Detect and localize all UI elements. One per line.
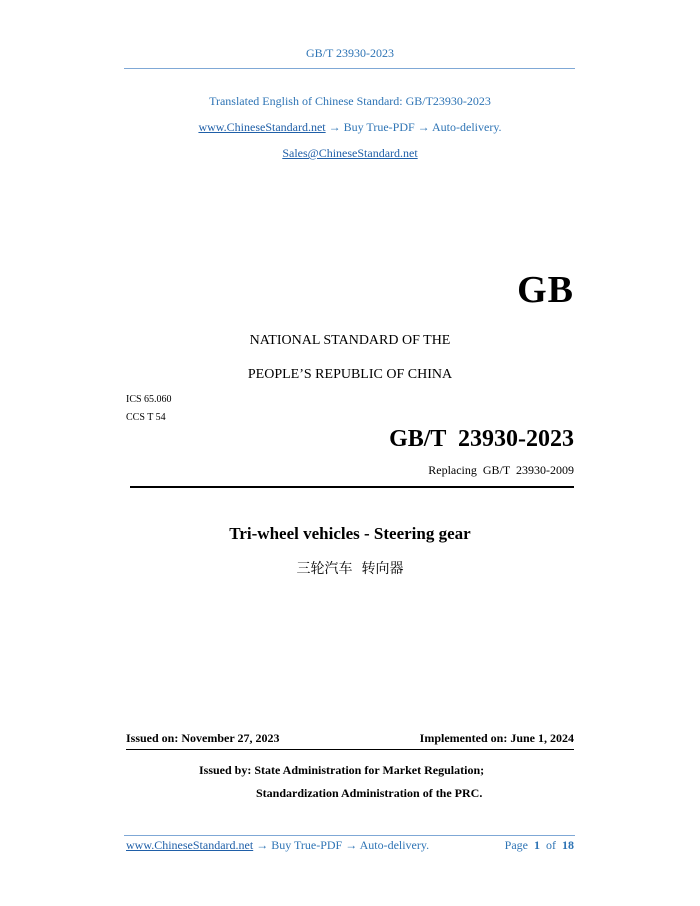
footer-site-link[interactable]: www.ChineseStandard.net <box>126 838 254 852</box>
buy-text: → Buy True-PDF → Auto-delivery. <box>325 120 502 134</box>
sales-email-link[interactable]: Sales@ChineseStandard.net <box>282 146 418 160</box>
title-chinese: 三轮汽车 转向器 <box>296 561 404 577</box>
header-rule <box>124 68 575 69</box>
of-label: of <box>546 838 556 852</box>
footer-buy-line <box>126 838 429 853</box>
gb-logo: GB <box>517 269 574 311</box>
implemented-on-date: Implemented on: June 1, 2024 <box>419 731 574 745</box>
dates-rule <box>126 749 574 750</box>
national-standard-line-2: PEOPLE’S REPUBLIC OF CHINA <box>247 367 453 382</box>
page-current: 1 <box>534 838 540 852</box>
issued-by-line-1: Issued by: State Administration for Market Regulation; <box>199 763 485 777</box>
page-label: Page <box>504 838 528 852</box>
site-link[interactable]: www.ChineseStandard.net <box>198 120 326 134</box>
footer-buy-text: → Buy True-PDF → Auto-delivery. <box>253 838 430 852</box>
ccs-code: CCS T 54 <box>126 412 166 423</box>
page-number <box>505 838 574 853</box>
footer-rule <box>124 835 575 836</box>
page-total: 18 <box>562 838 574 852</box>
page-header-code: GB/T 23930-2023 <box>305 46 395 60</box>
promo-line: Translated English of Chinese Standard: GB/T23930-2023 <box>209 94 491 108</box>
ics-code: ICS 65.060 <box>126 394 172 405</box>
title-english: Tri-wheel vehicles - Steering gear <box>229 524 471 543</box>
replacing-note: Replacing GB/T 23930-2009 <box>428 463 574 477</box>
promo-email-line <box>0 146 700 161</box>
standard-rule <box>130 486 574 488</box>
issued-by-line-2: Standardization Administration of the PRC. <box>256 786 483 800</box>
standard-number: GB/T 23930-2023 <box>389 426 574 452</box>
national-standard-line-1: NATIONAL STANDARD OF THE <box>249 333 451 348</box>
promo-buy-line <box>0 120 700 135</box>
issued-on-date: Issued on: November 27, 2023 <box>126 731 280 745</box>
